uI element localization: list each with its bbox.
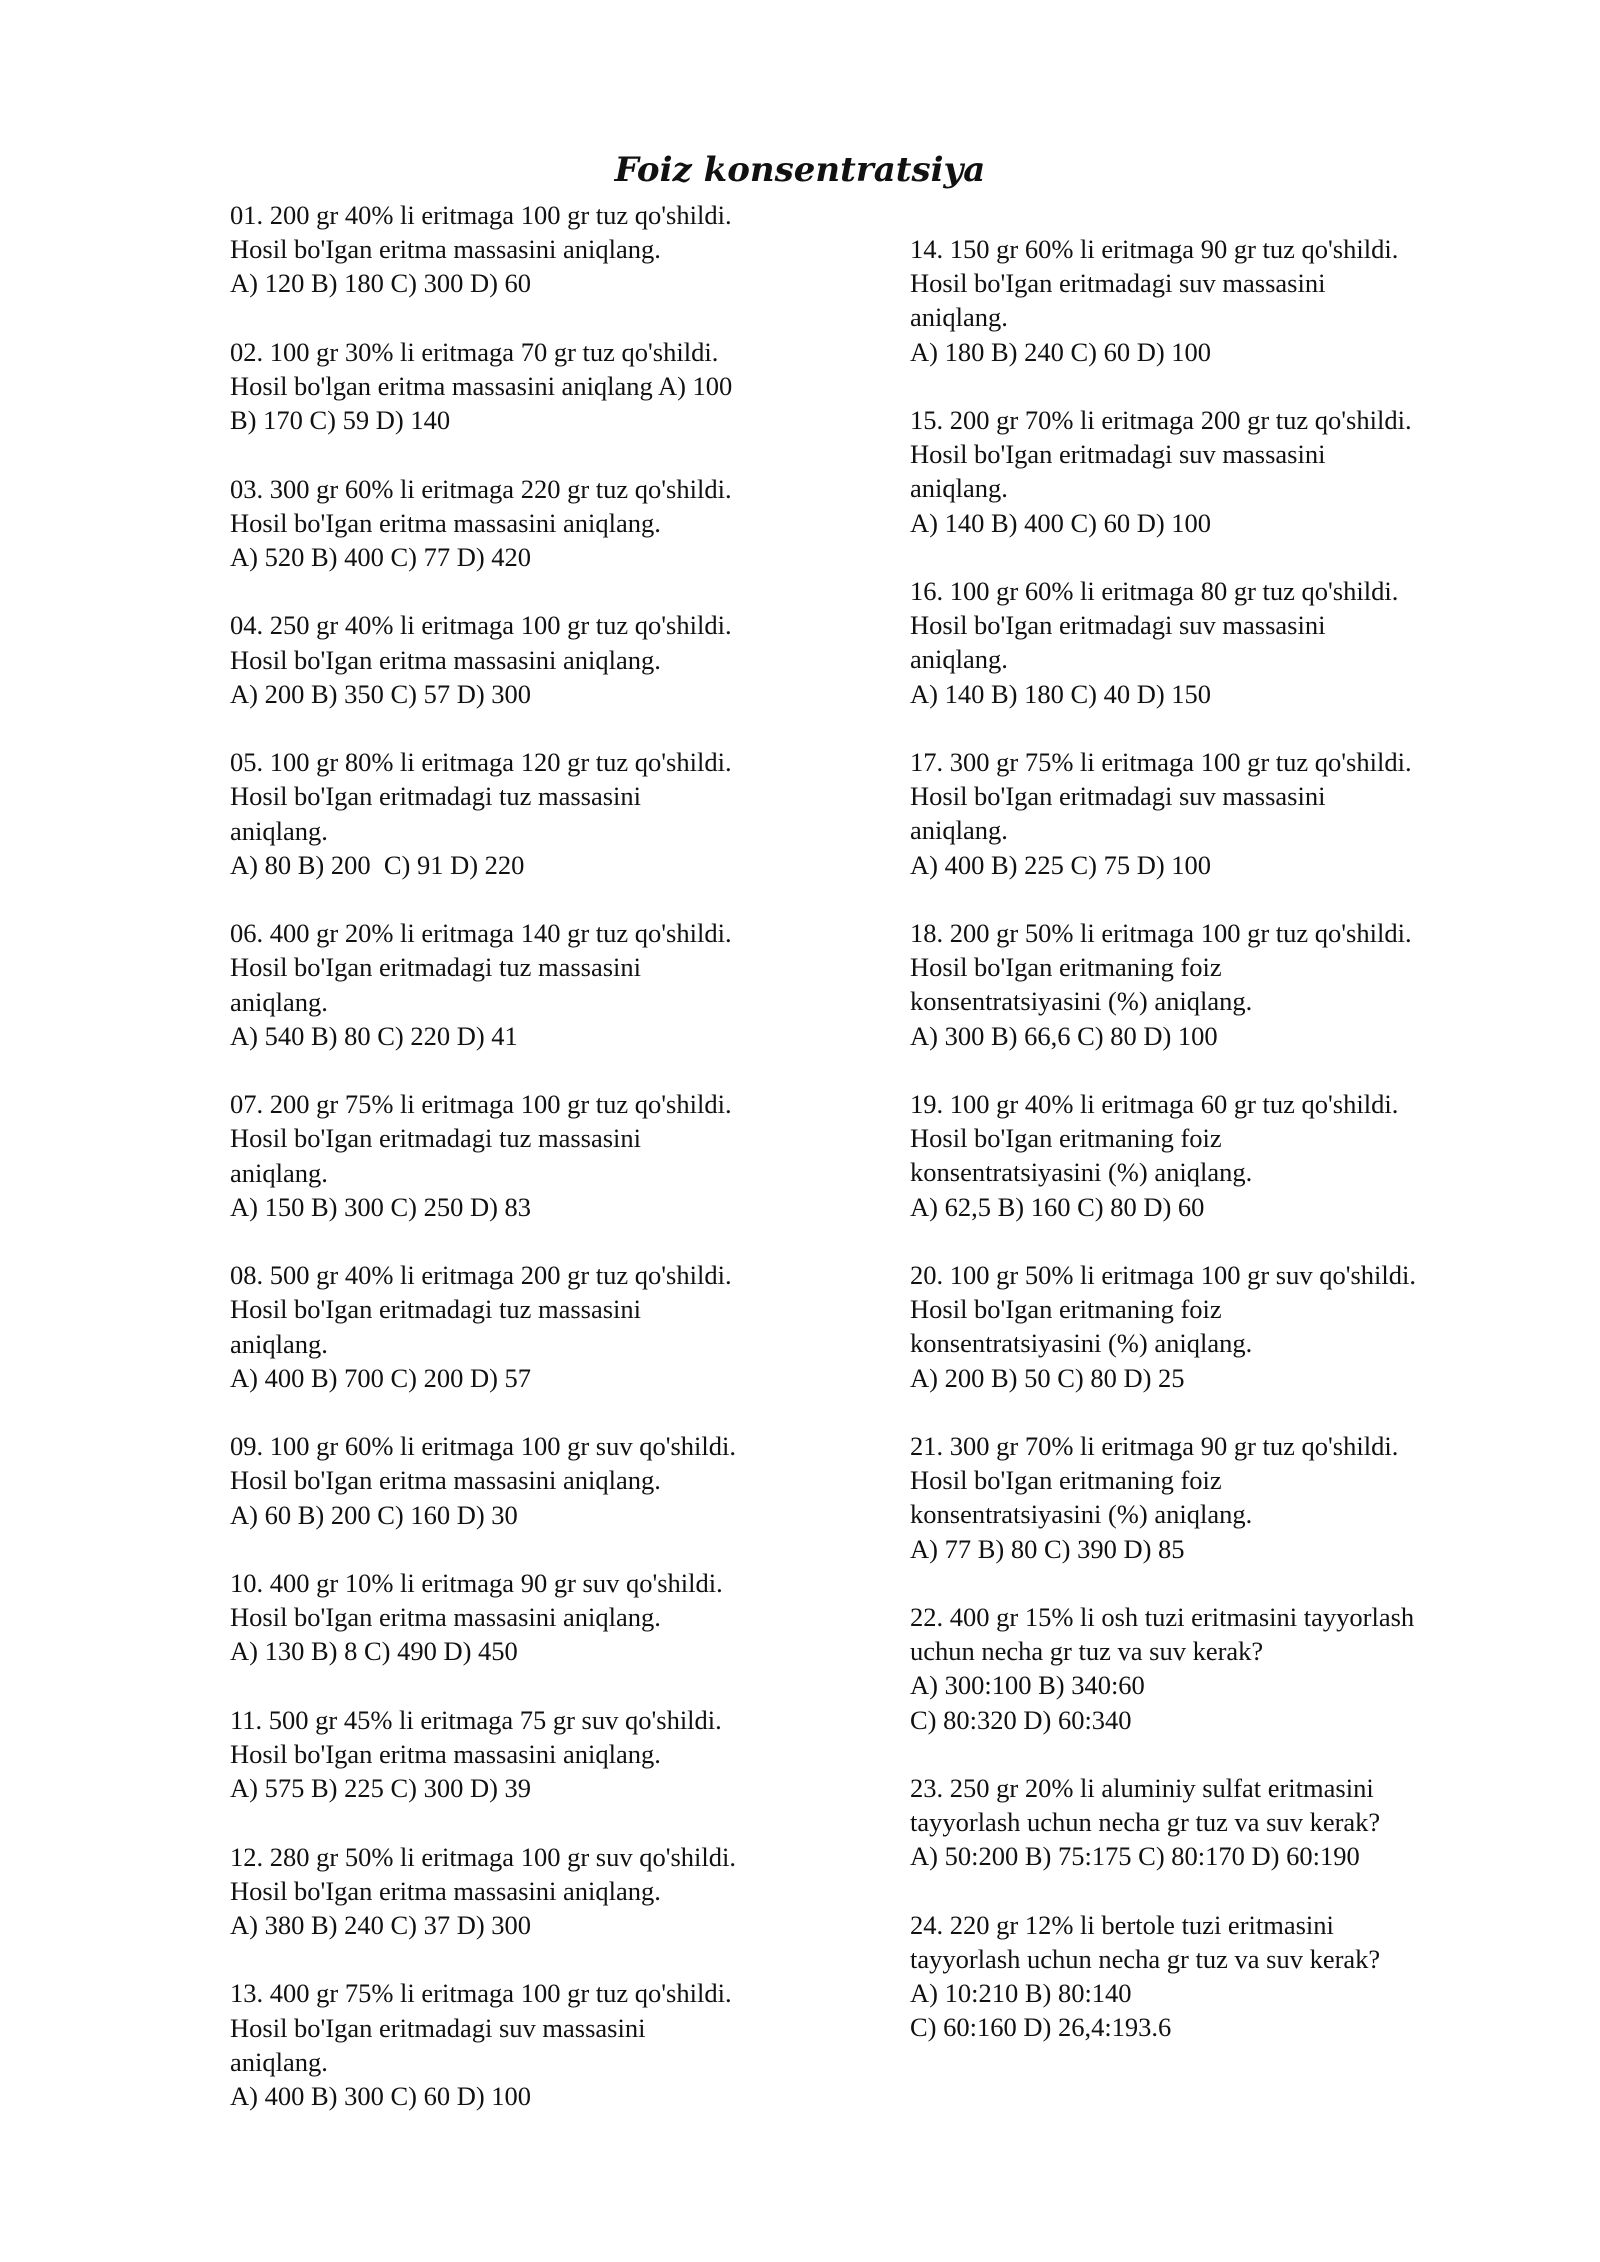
question-text-line: 02. 100 gr 30% li eritmaga 70 gr tuz qo'shildi. [230, 336, 719, 367]
question-block [230, 1976, 870, 2113]
question-text-line: 01. 200 gr 40% li eritmaga 100 gr tuz qo'shildi. [230, 200, 732, 230]
question-block [230, 1840, 870, 1943]
answer-options: A) 400 B) 225 C) 75 D) 100 [910, 849, 1212, 880]
question-text-line: Hosil bo'Igan eritma massasini aniqlang. [230, 507, 661, 538]
question-text-line: 19. 100 gr 40% li eritmaga 60 gr tuz qo'shildi. [910, 1089, 1399, 1119]
question-text-line: 03. 300 gr 60% li eritmaga 220 gr tuz qo'shildi. [230, 473, 732, 504]
question-text-line: 06. 400 gr 20% li eritmaga 140 gr tuz qo'shildi. [230, 918, 732, 949]
answer-options: A) 150 B) 300 C) 250 D) 83 [230, 1191, 532, 1222]
question-text-line: konsentratsiyasini (%) aniqlang. [910, 1157, 1253, 1188]
answer-options: A) 77 B) 80 C) 390 D) 85 [910, 1533, 1185, 1564]
question-block [910, 745, 1510, 882]
question-block [910, 574, 1510, 711]
answer-options: A) 50:200 B) 75:175 C) 80:170 D) 60:190 [910, 1841, 1360, 1872]
answer-options: A) 62,5 B) 160 C) 80 D) 60 [910, 1191, 1205, 1222]
question-block [230, 472, 870, 575]
answer-options: A) 300 B) 66,6 C) 80 D) 100 [910, 1020, 1218, 1051]
question-text-line: konsentratsiyasini (%) aniqlang. [910, 986, 1253, 1017]
question-text-line: Hosil bo'Igan eritmadagi suv massasini [230, 2012, 646, 2043]
question-text-line: Hosil bo'Igan eritmadagi tuz massasini [230, 781, 642, 812]
answer-options: A) 130 B) 8 C) 490 D) 450 [230, 1636, 518, 1667]
question-text-line: 11. 500 gr 45% li eritmaga 75 gr suv qo'shildi. [230, 1704, 722, 1735]
question-text-line: aniqlang. [230, 986, 328, 1017]
question-text-line: Hosil bo'Igan eritmaning foiz [910, 952, 1222, 983]
question-text-line: A) 300:100 B) 340:60 [910, 1670, 1145, 1701]
answer-options: A) 120 B) 180 C) 300 D) 60 [230, 268, 532, 299]
right-column [910, 232, 1510, 2079]
question-block [230, 1566, 870, 1669]
answer-options: A) 575 B) 225 C) 300 D) 39 [230, 1773, 532, 1804]
question-text-line: 20. 100 gr 50% li eritmaga 100 gr suv qo'shildi. [910, 1260, 1417, 1290]
question-text-line: aniqlang. [910, 644, 1008, 675]
question-text-line: tayyorlash uchun necha gr tuz va suv kerak? [910, 1944, 1381, 1974]
question-text-line: Hosil bo'Igan eritmadagi tuz massasini [230, 1294, 642, 1325]
answer-options: A) 520 B) 400 C) 77 D) 420 [230, 542, 532, 572]
question-block [230, 916, 870, 1053]
question-text-line: aniqlang. [910, 815, 1008, 846]
answer-options: A) 200 B) 350 C) 57 D) 300 [230, 678, 532, 709]
question-block [230, 198, 870, 301]
page-title: Foiz konsentratsiya [614, 150, 986, 190]
answer-options: A) 80 B) 200 C) 91 D) 220 [230, 849, 525, 880]
question-text-line: A) 10:210 B) 80:140 [910, 1978, 1132, 2009]
question-block [230, 1087, 870, 1224]
question-text-line: 15. 200 gr 70% li eritmaga 200 gr tuz qo'shildi. [910, 405, 1412, 435]
question-text-line: uchun necha gr tuz va suv kerak? [910, 1636, 1264, 1667]
question-text-line: tayyorlash uchun necha gr tuz va suv kerak? [910, 1807, 1381, 1838]
question-text-line: aniqlang. [230, 1328, 328, 1359]
answer-options: A) 140 B) 180 C) 40 D) 150 [910, 678, 1212, 709]
question-text-line: Hosil bo'Igan eritmadagi suv massasini [910, 439, 1326, 470]
answer-options: C) 80:320 D) 60:340 [910, 1704, 1132, 1735]
answer-options: B) 170 C) 59 D) 140 [230, 405, 451, 436]
question-text-line: Hosil bo'Igan eritmadagi tuz massasini [230, 952, 642, 983]
question-text-line: Hosil bo'lgan eritma massasini aniqlang A) 100 [230, 371, 733, 401]
question-text-line: Hosil bo'Igan eritma massasini aniqlang. [230, 644, 661, 675]
answer-options: A) 200 B) 50 C) 80 D) 25 [910, 1362, 1185, 1393]
question-text-line: Hosil bo'Igan eritmadagi suv massasini [910, 781, 1326, 812]
question-block [230, 1703, 870, 1806]
question-block [230, 335, 870, 438]
question-text-line: Hosil bo'Igan eritma massasini aniqlang. [230, 234, 661, 265]
question-block [910, 1908, 1510, 2045]
answer-options: A) 400 B) 300 C) 60 D) 100 [230, 2080, 532, 2111]
question-block [230, 608, 870, 711]
question-text-line: Hosil bo'Igan eritmaning foiz [910, 1294, 1222, 1325]
question-text-line: 21. 300 gr 70% li eritmaga 90 gr tuz qo'shildi. [910, 1431, 1399, 1461]
question-text-line: 10. 400 gr 10% li eritmaga 90 gr suv qo'shildi. [230, 1567, 723, 1598]
question-block [910, 916, 1510, 1053]
question-text-line: Hosil bo'Igan eritmaning foiz [910, 1465, 1222, 1496]
question-block [910, 1258, 1510, 1395]
question-text-line: Hosil bo'Igan eritmadagi suv massasini [910, 610, 1326, 641]
answer-options: A) 380 B) 240 C) 37 D) 300 [230, 1909, 532, 1940]
question-text-line: konsentratsiyasini (%) aniqlang. [910, 1328, 1253, 1359]
question-text-line: 18. 200 gr 50% li eritmaga 100 gr tuz qo'shildi. [910, 918, 1412, 948]
question-text-line: Hosil bo'Igan eritma massasini aniqlang. [230, 1738, 661, 1769]
answer-options: A) 180 B) 240 C) 60 D) 100 [910, 336, 1212, 367]
question-block [230, 1429, 870, 1532]
question-text-line: 23. 250 gr 20% li aluminiy sulfat eritmasini [910, 1773, 1374, 1803]
question-block [910, 232, 1510, 369]
question-text-line: 08. 500 gr 40% li eritmaga 200 gr tuz qo'shildi. [230, 1260, 732, 1291]
answer-options: C) 60:160 D) 26,4:193.6 [910, 2012, 1172, 2043]
question-block [910, 1600, 1510, 1737]
question-text-line: 17. 300 gr 75% li eritmaga 100 gr tuz qo'shildi. [910, 747, 1412, 777]
answer-options: A) 140 B) 400 C) 60 D) 100 [910, 507, 1212, 538]
question-text-line: konsentratsiyasini (%) aniqlang. [910, 1499, 1253, 1530]
question-text-line: aniqlang. [230, 1157, 328, 1188]
question-text-line: 07. 200 gr 75% li eritmaga 100 gr tuz qo'shildi. [230, 1089, 732, 1120]
question-text-line: 09. 100 gr 60% li eritmaga 100 gr suv qo'shildi. [230, 1431, 737, 1462]
question-text-line: 12. 280 gr 50% li eritmaga 100 gr suv qo'shildi. [230, 1841, 737, 1872]
question-text-line: Hosil bo'Igan eritma massasini aniqlang. [230, 1875, 661, 1906]
question-block [910, 1087, 1510, 1224]
question-block [910, 1429, 1510, 1566]
answer-options: A) 60 B) 200 C) 160 D) 30 [230, 1499, 518, 1530]
question-block [230, 745, 870, 882]
question-text-line: 05. 100 gr 80% li eritmaga 120 gr tuz qo'shildi. [230, 747, 732, 778]
question-text-line: aniqlang. [230, 815, 328, 846]
question-text-line: 13. 400 gr 75% li eritmaga 100 gr tuz qo'shildi. [230, 1978, 732, 2009]
question-block [910, 1771, 1510, 1874]
question-block [910, 403, 1510, 540]
question-text-line: aniqlang. [230, 2046, 328, 2077]
question-text-line: Hosil bo'Igan eritma massasini aniqlang. [230, 1602, 661, 1633]
question-text-line: aniqlang. [910, 302, 1008, 333]
answer-options: A) 540 B) 80 C) 220 D) 41 [230, 1020, 518, 1051]
question-text-line: Hosil bo'Igan eritmadagi suv massasini [910, 268, 1326, 299]
question-text-line: Hosil bo'Igan eritma massasini aniqlang. [230, 1465, 661, 1496]
question-text-line: Hosil bo'Igan eritmaning foiz [910, 1123, 1222, 1154]
question-block [230, 1258, 870, 1395]
left-column [230, 198, 870, 2147]
question-text-line: 16. 100 gr 60% li eritmaga 80 gr tuz qo'shildi. [910, 576, 1399, 606]
question-text-line: 24. 220 gr 12% li bertole tuzi eritmasini [910, 1909, 1334, 1940]
question-text-line: aniqlang. [910, 473, 1008, 504]
question-text-line: Hosil bo'Igan eritmadagi tuz massasini [230, 1123, 642, 1154]
question-text-line: 14. 150 gr 60% li eritmaga 90 gr tuz qo'shildi. [910, 234, 1399, 264]
answer-options: A) 400 B) 700 C) 200 D) 57 [230, 1362, 532, 1393]
question-text-line: 22. 400 gr 15% li osh tuzi eritmasini tayyorlash [910, 1602, 1415, 1632]
question-text-line: 04. 250 gr 40% li eritmaga 100 gr tuz qo'shildi. [230, 610, 732, 641]
